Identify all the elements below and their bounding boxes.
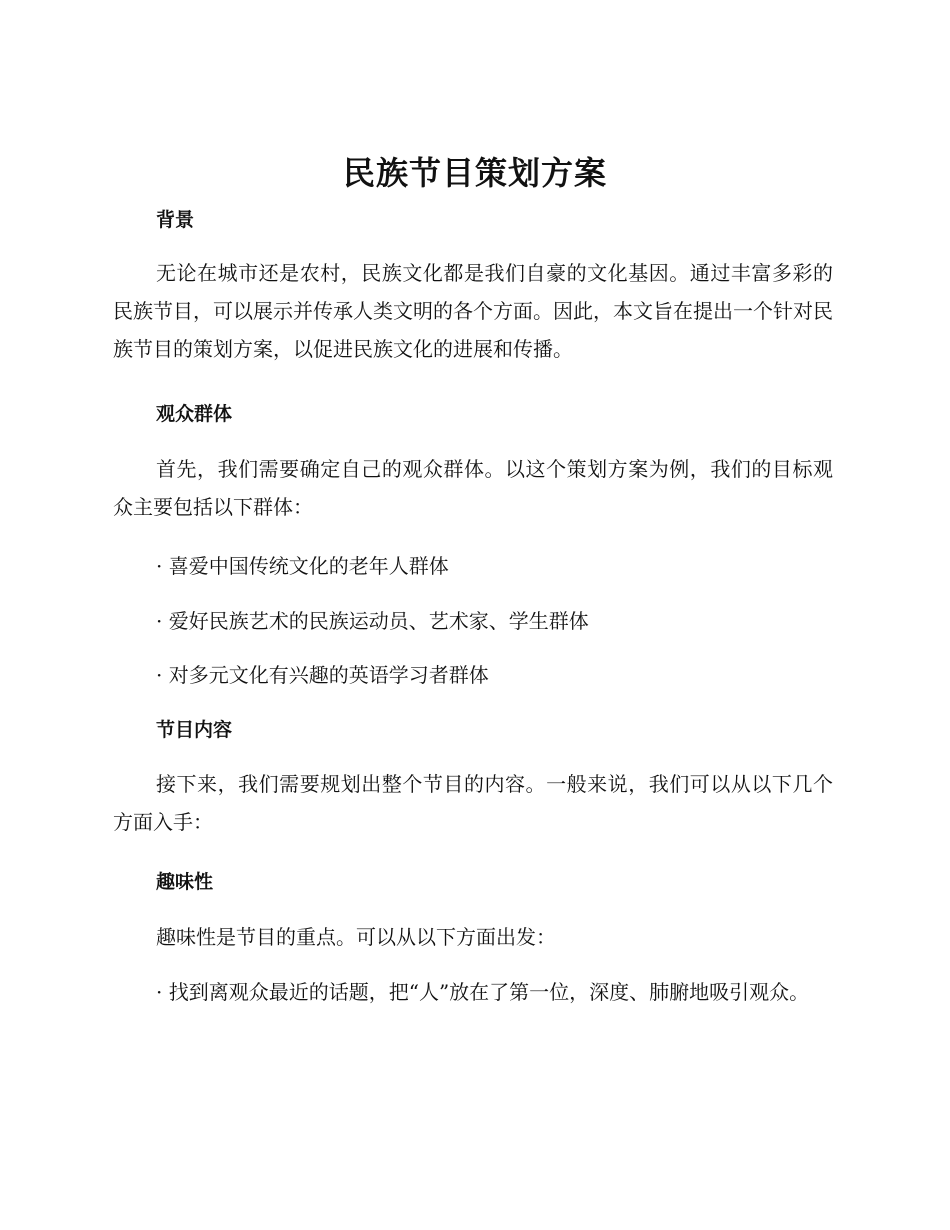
paragraph-background: 无论在城市还是农村，民族文化都是我们自豪的文化基因。通过丰富多彩的民族节目，可以展示并传承人类文明的各个方面。因此，本文旨在提出一个针对民族节目的策划方案，以促进民族文化的进展和传播。: [113, 261, 833, 361]
list-item-fun-1: · 找到离观众最近的话题，把“人”放在了第一位，深度、肺腑地吸引观众。: [156, 980, 810, 1004]
page-title: 民族节目策划方案: [342, 154, 607, 192]
section-heading-content: 节目内容: [156, 719, 233, 741]
paragraph-fun: 趣味性是节目的重点。可以从以下方面出发：: [156, 925, 556, 949]
section-heading-audience: 观众群体: [156, 403, 233, 425]
section-heading-fun: 趣味性: [156, 871, 214, 893]
list-item-audience-1: · 喜爱中国传统文化的老年人群体: [156, 554, 449, 578]
paragraph-content: 接下来，我们需要规划出整个节目的内容。一般来说，我们可以从以下几个方面入手：: [113, 772, 833, 834]
list-item-audience-2: · 爱好民族艺术的民族运动员、艺术家、学生群体: [156, 609, 589, 633]
paragraph-audience: 首先，我们需要确定自己的观众群体。以这个策划方案为例，我们的目标观众主要包括以下群体：: [113, 457, 833, 519]
list-item-audience-3: · 对多元文化有兴趣的英语学习者群体: [156, 663, 489, 687]
section-heading-background: 背景: [156, 209, 195, 231]
